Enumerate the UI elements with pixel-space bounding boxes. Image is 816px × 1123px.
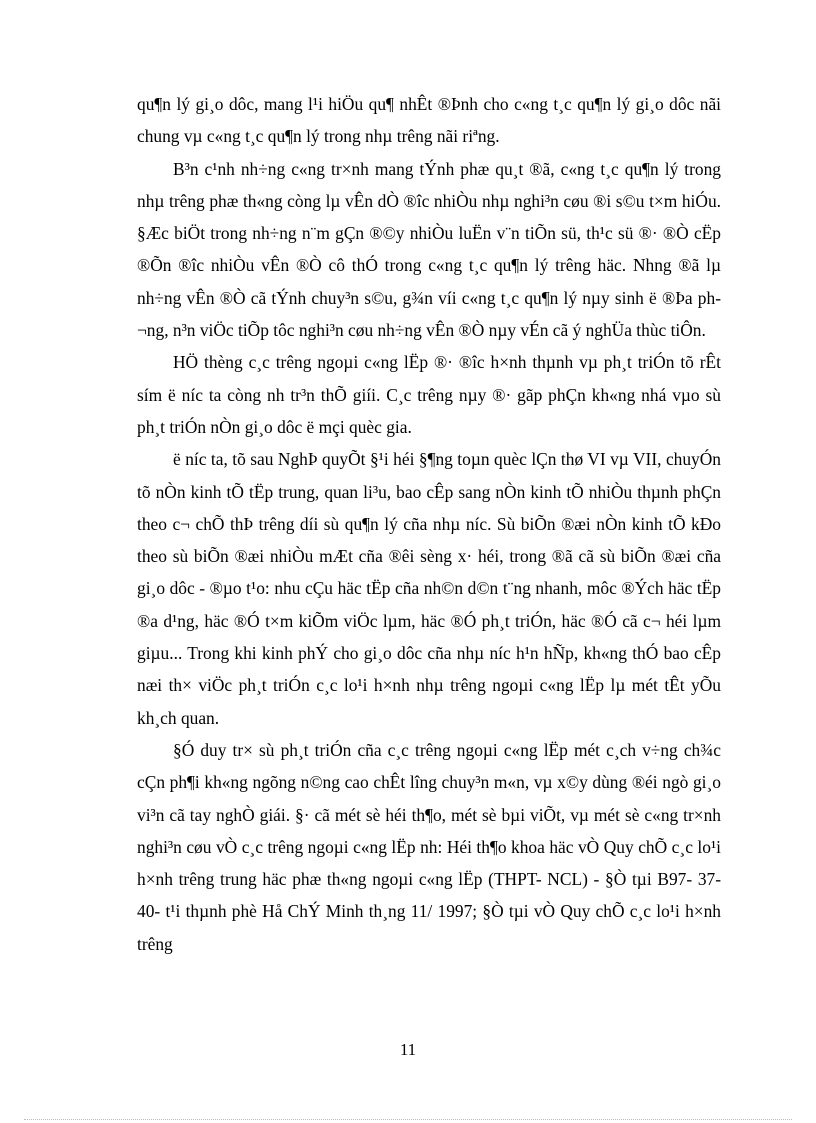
paragraph-1: qu¶n lý gi¸o dôc, mang l¹i hiÖu qu¶ nhÊt ®Þnh cho c«ng t¸c qu¶n lý gi¸o dôc nãi chung vµ c«ng t¸c qu¶n lý trong nhµ trêng nãi riªng. [137,94,721,147]
paragraph-5: §Ó duy tr× sù ph¸t triÓn cña c¸c trêng ngoµi c«ng lËp mét c¸ch v÷ng ch¾c cÇn ph¶i kh«ng ngõng n©ng cao chÊt lîng chuy³n m«n, vµ x©y dùng ®éi ngò gi¸o vi³n cã tay nghÒ giái. §· cã mét sè héi th¶o, mét sè bµi viÕt, vµ mét sè c«ng tr×nh nghi³n cøu vÒ c¸c trêng ngoµi c«ng lËp nh: Héi th¶o khoa häc vÒ Quy chÕ c¸c lo¹i h×nh trêng trung häc phæ th«ng ngoµi c«ng lËp (THPT- NCL) - §Ò tµi B97- 37- 40- t¹i thµnh phè Hå ChÝ Minh th¸ng 11/ 1997; §Ò tµi vÒ Quy chÕ c¸c lo¹i h×nh trêng [137,739,721,954]
paragraph-3: HÖ thèng c¸c trêng ngoµi c«ng lËp ®· ®îc h×nh thµnh vµ ph¸t triÓn tõ rÊt sím ë níc ta còng nh tr³n thÕ giíi. C¸c trêng nµy ®· gãp phÇn kh«ng nhá vµo sù ph¸t triÓn nÒn gi¸o dôc ë mçi quèc gia. [137,352,721,437]
document-body [137,88,721,960]
paragraph-4: ë níc ta, tõ sau NghÞ quyÕt §¹i héi §¶ng toµn quèc lÇn thø VI vµ VII, chuyÓn tõ nÒn kinh tÕ tËp trung, quan li³u, bao cÊp sang nÒn kinh tÕ nhiÒu thµnh phÇn theo c¬ chÕ thÞ trêng díi sù qu¶n lý cña nhµ níc. Sù biÕn ®æi nÒn kinh tÕ kÐo theo sù biÕn ®æi nhiÒu mÆt cña ®êi sèng x· héi, trong ®ã cã sù biÕn ®æi cña gi¸o dôc - ®µo t¹o: nhu cÇu häc tËp cña nh©n d©n t¨ng nhanh, môc ®Ých häc tËp ®a d¹ng, häc ®Ó t×m kiÕm viÖc lµm, häc ®Ó ph¸t triÓn, häc ®Ó cã c¬ héi lµm giµu... Trong khi kinh phÝ cho gi¸o dôc cña nhµ níc h¹n hÑp, kh«ng thÓ bao cÊp næi th× viÖc ph¸t triÓn c¸c lo¹i h×nh nhµ trêng ngoµi c«ng lËp lµ mét tÊt yÕu kh¸ch quan. [137,449,721,728]
paragraph-2: B³n c¹nh nh÷ng c«ng tr×nh mang tÝnh phæ qu¸t ®ã, c«ng t¸c qu¶n lý trong nhµ trêng phæ th«ng còng lµ vÊn dÒ ®îc nhiÒu nhµ nghi³n cøu ®i s©u t×m hiÓu. §Æc biÖt trong nh÷ng n¨m gÇn ®©y nhiÒu luËn v¨n tiÕn sü, th¹c sü ®· ®Ò cËp ®Õn ®îc nhiÒu vÊn ®Ò cô thÓ trong c«ng t¸c qu¶n lý trêng häc. Nhng ®ã lµ nh÷ng vÊn ®Ò cã tÝnh chuy³n s©u, g¾n víi c«ng t¸c qu¶n lý nµy sinh ë ®Þa ph¬ng, n³n viÖc tiÕp tôc nghi³n cøu nh÷ng vÊn ®Ò nµy vÉn cã ý nghÜa thùc tiÔn. [137,158,721,341]
page-bottom-divider [24,1119,792,1120]
page-number: 11 [399,1040,417,1059]
